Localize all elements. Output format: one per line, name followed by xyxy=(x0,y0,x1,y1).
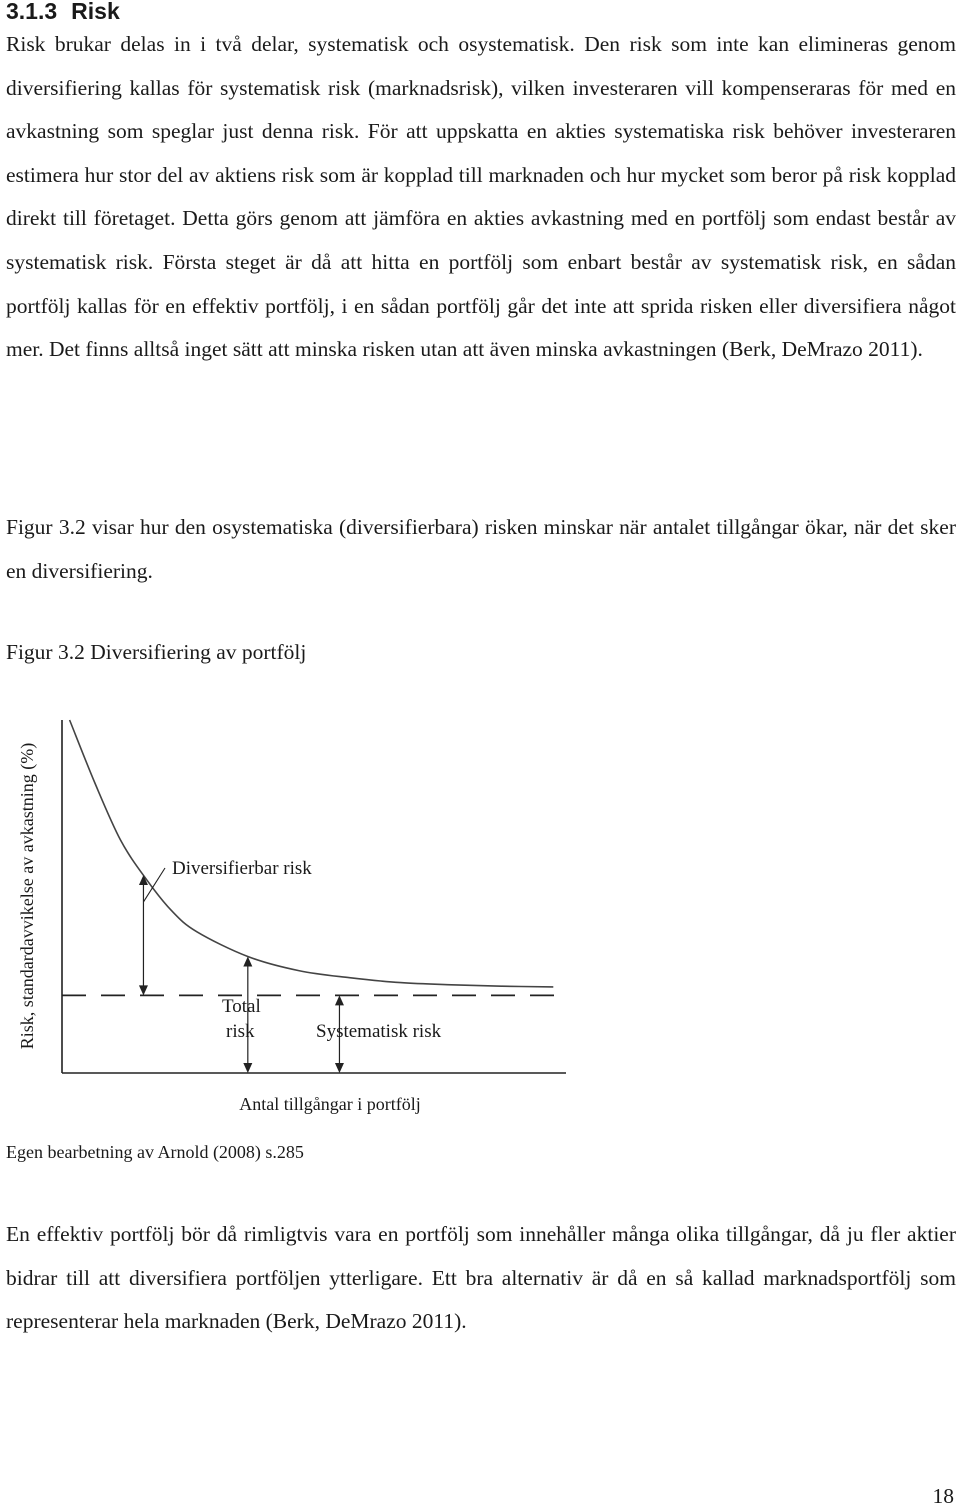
annotation-diversifiable-risk: Diversifierbar risk xyxy=(172,858,312,879)
diversifiable-risk-arrowhead-down xyxy=(139,985,148,995)
systematic-risk-arrowhead-down xyxy=(335,1063,344,1073)
diversification-chart xyxy=(0,690,600,1130)
annotation-total-risk-line2: risk xyxy=(226,1021,255,1042)
x-axis-label: Antal tillgångar i portfölj xyxy=(239,1094,421,1114)
section-number: 3.1.3 xyxy=(6,0,58,24)
section-title: Risk xyxy=(71,0,120,24)
paragraph-efficient-portfolio: En effektiv portfölj bör då rimligtvis vara en portfölj som innehåller många olika tillgångar, då ju fler aktier bidrar till att diversifiera portföljen ytterligare. Ett bra alternativ är då en så kallad marknadsportfölj som representerar hela marknaden (Berk, DeMrazo 2011). xyxy=(6,1222,956,1334)
chart-curve-layer xyxy=(62,720,566,995)
chart-axes xyxy=(62,720,566,1073)
y-axis-label: Risk, standardavvikelse av avkastning (%) xyxy=(17,742,37,1050)
chart-annotation-layer xyxy=(139,868,344,1073)
annotation-systematic-risk: Systematisk risk xyxy=(316,1021,442,1042)
paragraph-risk-intro: Risk brukar delas in i två delar, systematisk och osystematisk. Den risk som inte kan elimineras genom diversifiering kallas för systematisk risk (marknadsrisk), vilken investeraren vill kompenseraras för med en avkastning som speglar just denna risk. För att uppskatta en akties systematiska risk behöver investeraren estimera hur stor del av aktiens risk som är kopplad till marknaden och hur mycket som beror på risk kopplad direkt till företaget. Detta görs genom att jämföra en akties avkastning med en portfölj som endast består av systematisk risk. Första steget är då att hitta en portfölj som enbart består av systematisk risk, en sådan portfölj kallas för en effektiv portfölj, i en sådan portfölj går det inte att sprida risken eller diversifiera något mer. Det finns alltså inget sätt att minska risken utan att även minska avkastningen (Berk, DeMrazo 2011). xyxy=(6,32,956,362)
paragraph-figure-reference: Figur 3.2 visar hur den osystematiska (diversifierbara) risken minskar när antalet tillgångar ökar, när det sker en diversifiering. xyxy=(6,515,956,583)
total-risk-curve xyxy=(70,720,554,987)
section-heading xyxy=(6,0,134,25)
diversifiable-risk-leader xyxy=(143,868,165,902)
page-number: 18 xyxy=(932,1484,954,1508)
annotation-total-risk-line1: Total xyxy=(222,996,261,1017)
figure-caption: Figur 3.2 Diversifiering av portfölj xyxy=(6,640,307,664)
total-risk-arrowhead-down xyxy=(243,1063,252,1073)
systematic-risk-arrowhead-up xyxy=(335,995,344,1005)
figure-source: Egen bearbetning av Arnold (2008) s.285 xyxy=(6,1142,304,1162)
